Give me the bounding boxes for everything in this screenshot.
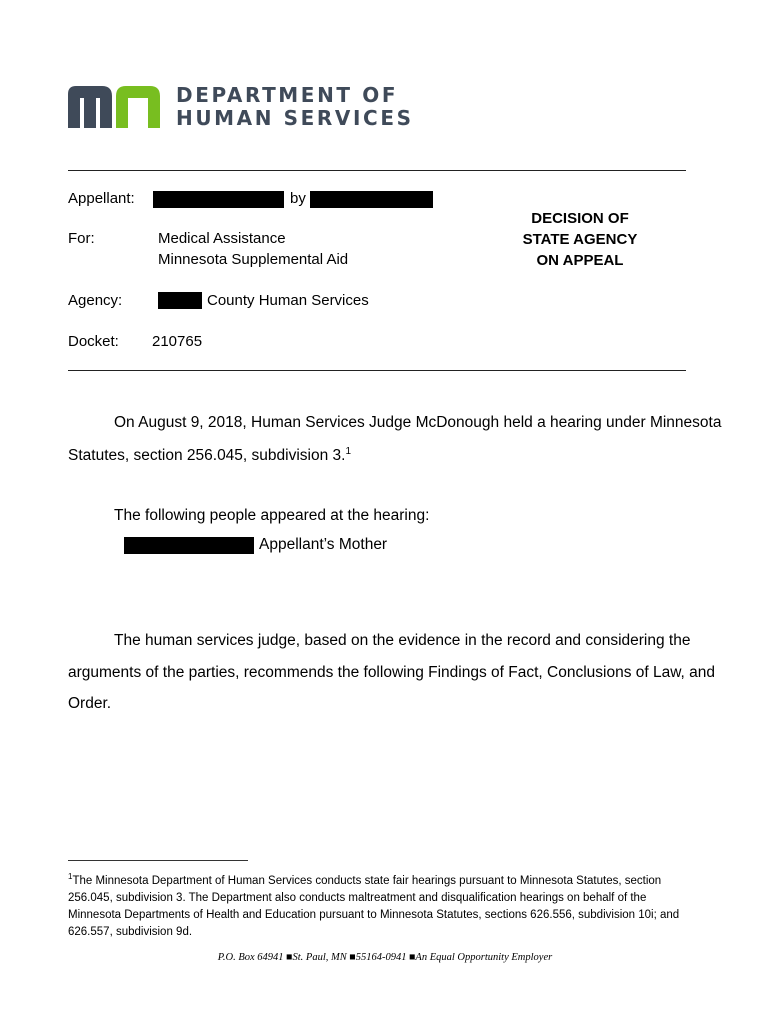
decision-line-1: DECISION OF	[531, 210, 629, 227]
program-msa: Minnesota Supplemental Aid	[158, 251, 349, 268]
decision-line-3: ON APPEAL	[536, 252, 624, 269]
department-line-2: HUMAN SERVICES	[176, 106, 414, 130]
para1-line2-text: Statutes, section 256.045, subdivision 3.	[68, 447, 346, 465]
department-name	[176, 84, 414, 130]
footer-po-box: P.O. Box 64941	[217, 952, 284, 963]
docket-number: 210765	[152, 333, 203, 350]
footnote-reference: 1	[345, 446, 352, 457]
para1-line2	[68, 446, 351, 465]
agency-value: County Human Services	[207, 292, 369, 309]
department-line-1: DEPARTMENT OF	[176, 83, 399, 107]
decision-line-2: STATE AGENCY	[522, 231, 638, 248]
by-label: by	[290, 190, 306, 207]
docket-label: Docket:	[68, 333, 119, 350]
square-bullet-icon: ■	[349, 952, 356, 963]
mn-logo	[68, 86, 160, 128]
agency-label: Agency:	[68, 292, 123, 309]
para2: The following people appeared at the hearing:	[114, 507, 430, 524]
decision-heading	[500, 208, 660, 271]
footnote-line2: 256.045, subdivision 3. The Department also conducts maltreatment and disqualification hearings on behalf of the	[68, 891, 647, 904]
redaction-county	[158, 292, 202, 309]
program-medical-assistance: Medical Assistance	[158, 230, 286, 247]
appellant-label: Appellant:	[68, 190, 135, 207]
bottom-divider	[68, 370, 686, 371]
footer-eoe: An Equal Opportunity Employer	[415, 952, 553, 963]
redaction-representative	[310, 191, 433, 208]
para3-line1: The human services judge, based on the evidence in the record and considering the	[114, 632, 691, 649]
footnote-line1-text: The Minnesota Department of Human Services conducts state fair hearings pursuant to Minnesota Statutes, section	[72, 874, 662, 887]
for-label: For:	[68, 230, 95, 247]
footnote	[68, 868, 698, 941]
footnote-marker: 1	[68, 872, 73, 881]
footer-zip: 55164-0941	[355, 952, 407, 963]
para3-line3: Order.	[68, 695, 112, 712]
square-bullet-icon: ■	[409, 952, 416, 963]
redaction-appellant	[153, 191, 284, 208]
footer-city: St. Paul, MN	[292, 952, 347, 963]
square-bullet-icon: ■	[286, 952, 293, 963]
para3-line2: arguments of the parties, recommends the following Findings of Fact, Conclusions of Law, and	[68, 664, 716, 681]
top-divider	[68, 170, 686, 171]
attendee-role: Appellant’s Mother	[259, 536, 388, 553]
redaction-attendee	[124, 537, 254, 554]
page-footer	[0, 952, 770, 963]
footnote-line4: 626.557, subdivision 9d.	[68, 925, 193, 938]
footnote-line1	[68, 868, 698, 890]
footnote-line3: Minnesota Departments of Health and Education pursuant to Minnesota Statutes, sections 626.556, subdivision 10i; and	[68, 908, 680, 921]
para1-line1: On August 9, 2018, Human Services Judge McDonough held a hearing under Minnesota	[114, 414, 722, 431]
footnote-divider	[68, 860, 248, 861]
